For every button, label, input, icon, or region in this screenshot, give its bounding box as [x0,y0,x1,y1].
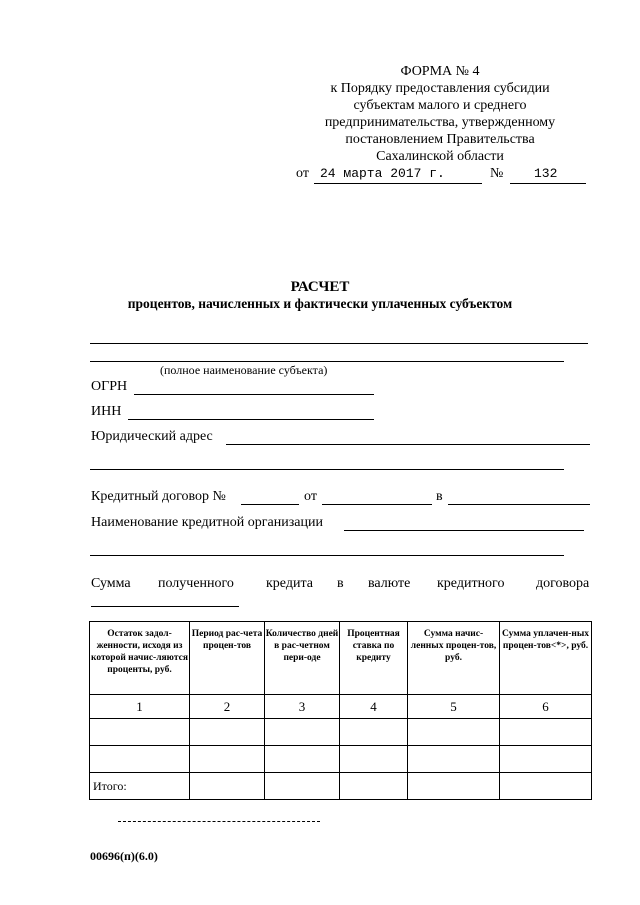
table-column-number: 5 [408,695,500,719]
inn-label: ИНН [91,404,122,419]
form-number: ФОРМА № 4 [400,64,480,79]
credit-contract-label: Кредитный договор № [91,489,226,504]
header-line: Сахалинской области [376,149,504,164]
table-cell[interactable] [190,746,265,773]
table-column-number: 2 [190,695,265,719]
sum-word: валюте [368,576,411,591]
number-underline [510,183,586,184]
table-cell[interactable] [500,773,592,800]
header-line: субъектам малого и среднего [353,98,527,113]
table-cell[interactable] [190,773,265,800]
table-header-cell: Сумма начис-ленных процен-тов, руб. [408,622,500,695]
table-cell[interactable] [265,719,340,746]
number-prefix: № [490,166,504,181]
sum-word: кредитного [437,576,505,591]
header-line: предпринимательства, утвержденному [324,115,556,130]
document-code: 00696(п)(6.0) [90,849,158,863]
footnote-separator [118,821,320,822]
table-cell[interactable] [190,719,265,746]
table-header-cell: Период рас-чета процен-тов [190,622,265,695]
document-subtitle: процентов, начисленных и фактически уплаченных субъектом [127,296,513,311]
sum-word: договора [536,576,590,591]
number-value: 132 [534,166,558,181]
table-column-number: 1 [90,695,190,719]
legal-address-line-2 [90,469,564,470]
table-header-cell: Остаток задол-женности, исходя из которой начис-ляются проценты, руб. [90,622,190,695]
table-total-row [90,773,592,800]
table-column-number: 4 [340,695,408,719]
subject-name-line-1 [90,343,588,344]
sum-word: Сумма [91,576,131,591]
document-title: РАСЧЕТ [290,279,350,295]
table-cell[interactable] [408,773,500,800]
legal-address-line-1 [226,444,590,445]
table-cell[interactable] [340,746,408,773]
table-row [90,746,592,773]
date-prefix: от [296,166,309,181]
table-number-row [90,695,592,719]
credit-contract-from-label: от [304,489,317,504]
credit-org-line-2 [90,555,564,556]
credit-contract-bank-line [448,504,590,505]
credit-org-label: Наименование кредитной организации [91,515,323,530]
table-header-cell: Сумма уплачен-ных процен-тов<*>, руб. [500,622,592,695]
subject-name-line-2 [90,361,564,362]
sum-word: полученного [158,576,234,591]
table-cell[interactable] [408,719,500,746]
header-line: к Порядку предоставления субсидии [330,81,550,96]
table-column-number: 6 [500,695,592,719]
credit-org-line-1 [344,530,584,531]
table-cell[interactable] [340,773,408,800]
table-cell[interactable] [90,719,190,746]
table-header-row [90,622,592,695]
table-header-cell: Процентная ставка по кредиту [340,622,408,695]
ogrn-field-line [134,394,374,395]
table-cell[interactable] [500,719,592,746]
legal-address-label: Юридический адрес [91,429,213,444]
table-cell[interactable] [340,719,408,746]
table-cell[interactable] [90,746,190,773]
table-cell[interactable] [265,746,340,773]
table-cell[interactable] [500,746,592,773]
table-total-label: Итого: [90,773,190,800]
ogrn-label: ОГРН [91,379,128,394]
sum-amount-line [91,606,239,607]
table-cell[interactable] [265,773,340,800]
credit-contract-number-line [241,504,299,505]
table-column-number: 3 [265,695,340,719]
table-header-cell: Количество дней в рас-четном пери-оде [265,622,340,695]
interest-calculation-table [89,621,592,800]
credit-contract-in-label: в [436,489,443,504]
table-row [90,719,592,746]
sum-word: кредита [266,576,313,591]
inn-field-line [128,419,374,420]
date-underline [314,183,482,184]
credit-contract-date-line [322,504,432,505]
header-line: постановлением Правительства [345,132,535,147]
table-cell[interactable] [408,746,500,773]
subject-name-caption: (полное наименование субъекта) [160,363,328,377]
date-value: 24 марта 2017 г. [320,166,445,181]
sum-word: в [337,576,344,591]
